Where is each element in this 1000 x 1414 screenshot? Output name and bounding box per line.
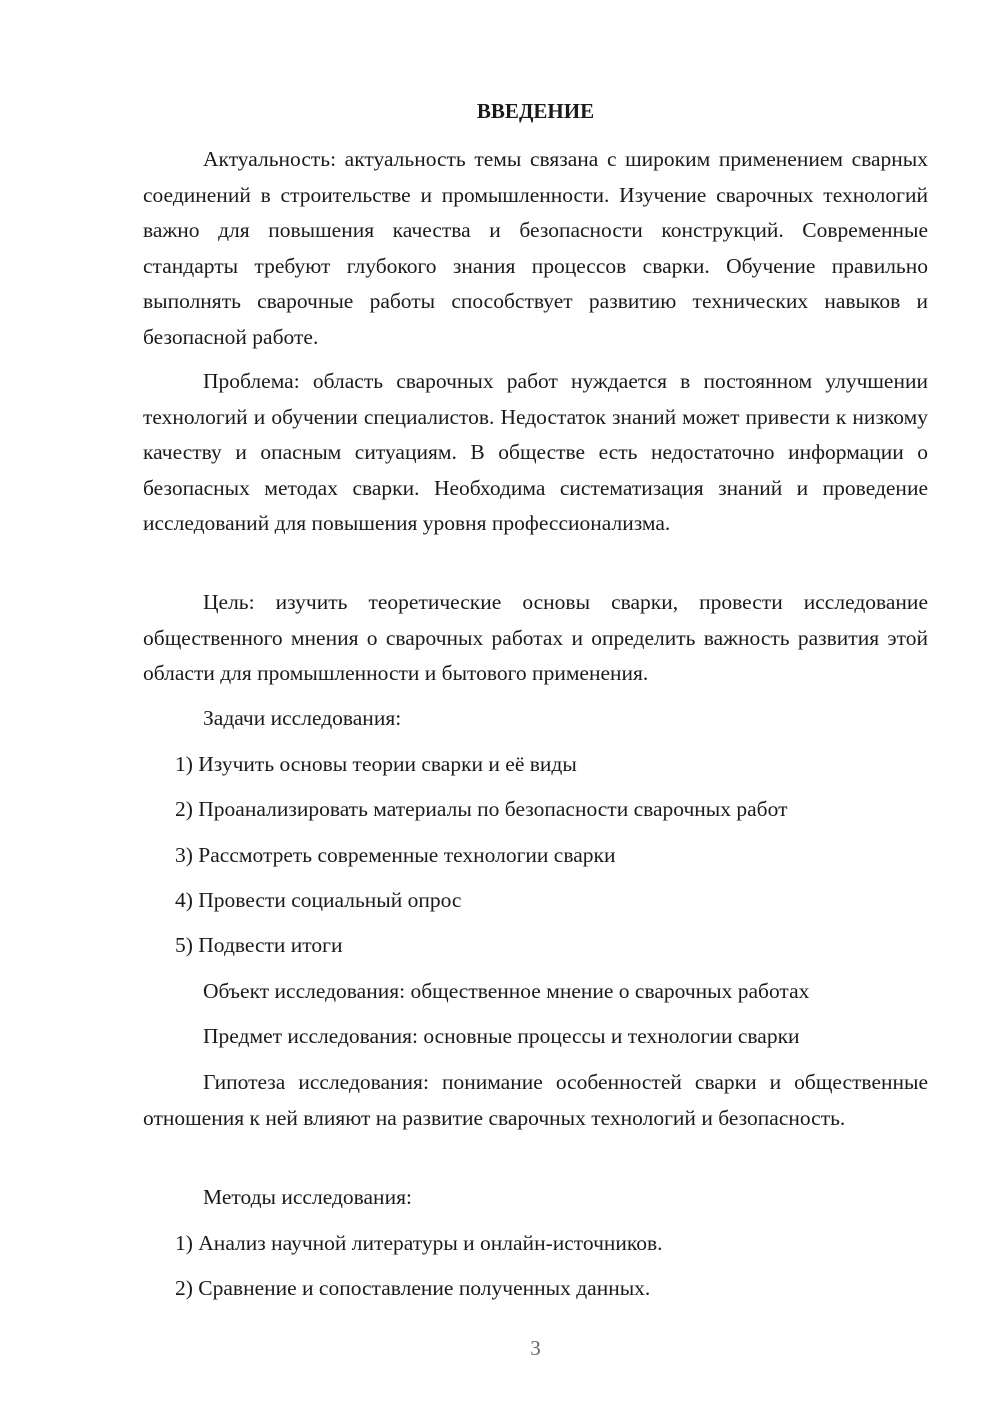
subject-paragraph: Предмет исследования: основные процессы и технологии сварки [203,1024,800,1048]
list-item: 2) Сравнение и сопоставление полученных данных. [175,1276,651,1300]
document-page [143,0,928,1414]
list-item: 2) Проанализировать материалы по безопасности сварочных работ [175,797,788,821]
list-item: 1) Анализ научной литературы и онлайн-источников. [175,1231,663,1255]
tasks-heading: Задачи исследования: [203,706,402,730]
page-number: 3 [530,1336,541,1360]
methods-heading: Методы исследования: [203,1185,412,1209]
list-item: 4) Провести социальный опрос [175,888,462,912]
goal-paragraph: Цель: изучить теоретические основы сварки, провести исследование общественного мнения о сварочных работах и определить важность развития этой области для промышленности и бытового применения. [143,590,928,685]
list-item: 1) Изучить основы теории сварки и её виды [175,752,577,776]
relevance-paragraph: Актуальность: актуальность темы связана с широким применением сварных соединений в строительстве и промышленности. Изучение сварочных технологий важно для повышения качества и безопасности конструкций. Современные стандарты требуют глубокого знания процессов сварки. Обучение правильно выполнять сварочные работы способствует развитию технических навыков и безопасной работе. [143,147,928,349]
list-item: 5) Подвести итоги [175,933,343,957]
problem-paragraph: Проблема: область сварочных работ нуждается в постоянном улучшении технологий и обучении специалистов. Недостаток знаний может привести к низкому качеству и опасным ситуациям. В обществе есть недостаточно информации о безопасных методах сварки. Необходима систематизация знаний и проведение исследований для повышения уровня профессионализма. [143,369,928,535]
hypothesis-paragraph: Гипотеза исследования: понимание особенностей сварки и общественные отношения к ней влияют на развитие сварочных технологий и безопасность. [143,1070,928,1130]
section-heading: ВВЕДЕНИЕ [476,99,595,123]
object-paragraph: Объект исследования: общественное мнение о сварочных работах [203,979,810,1003]
list-item: 3) Рассмотреть современные технологии сварки [175,843,616,867]
